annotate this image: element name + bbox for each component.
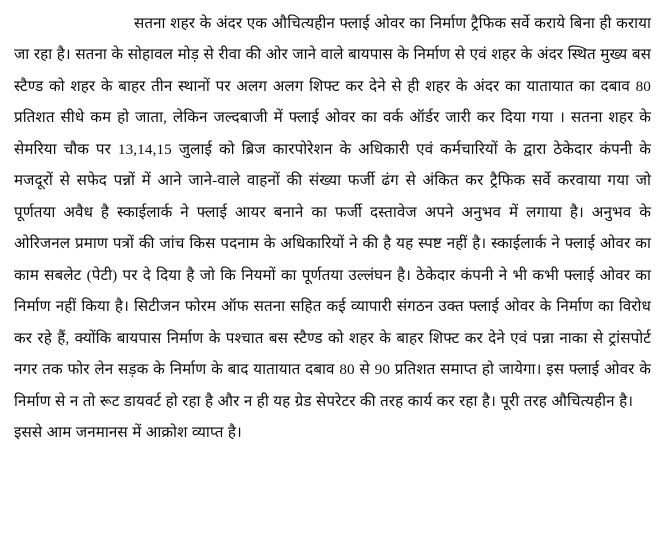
document-text-body bbox=[14, 8, 651, 449]
paragraph-2: इससे आम जनमानस में आक्रोश व्याप्त है। bbox=[14, 424, 242, 442]
paragraph-1: सतना शहर के अंदर एक औचित्यहीन फ्लाई ओवर का निर्माण ट्रैफिक सर्वे कराये बिना ही कराया जा रहा है। सतना के सोहावल मोड़ से रीवा की ओर जाने वाले बायपास के निर्माण से एवं शहर के अंदर स्थित मुख्य बस स्टैण्ड को शहर के बाहर तीन स्थानों पर अलग अलग शिफ्ट कर देने से ही शहर के अंदर का यातायात का दबाव 80 प्रतिशत सीधे कम हो जाता, लेकिन जल्दबाजी में फ्लाई ओवर का वर्क ऑर्डर जारी कर दिया गया । सतना शहर के सेमरिया चौक पर 13,14,15 जुलाई को ब्रिज कारपोरेशन के अधिकारी एवं कर्मचारियों के द्वारा ठेकेदार कंपनी के मजदूरों से सफेद पन्नों में आने जाने-वाले वाहनों की संख्या फर्जी ढंग से अंकित कर ट्रैफिक सर्वे करवाया गया जो पूर्णतया अवैध है स्काईलार्क ने फ्लाई आयर बनाने का फर्जी दस्तावेज अपने अनुभव में लगाया है। अनुभव के ओरिजनल प्रमाण पत्रों की जांच किस पदनाम के अधिकारियों ने की है यह स्पष्ट नहीं है। स्काईलार्क ने फ्लाई ओवर का काम सबलेट (पेटी) पर दे दिया है जो कि नियमों का पूर्णतया उल्लंघन है। ठेकेदार कंपनी ने भी कभी फ्लाई ओवर का निर्माण नहीं किया है। सिटीजन फोरम ऑफ सतना सहित कई व्यापारी संगठन उक्त फ्लाई ओवर के निर्माण का विरोध कर रहे हैं, क्योंकि बायपास निर्माण के पश्चात बस स्टैण्ड को शहर के बाहर शिफ्ट कर देने एवं पन्ना नाका से ट्रांसपोर्ट नगर तक फोर लेन सड़क के निर्माण के बाद यातायात दबाव 80 से 90 प्रतिशत समाप्त हो जायेगा। इस फ्लाई ओवर के निर्माण से न तो रूट डायवर्ट हो रहा है और न ही यह ग्रेड सेपरेटर की तरह कार्य कर रहा है। पूरी तरह औचित्यहीन है। bbox=[14, 15, 651, 410]
